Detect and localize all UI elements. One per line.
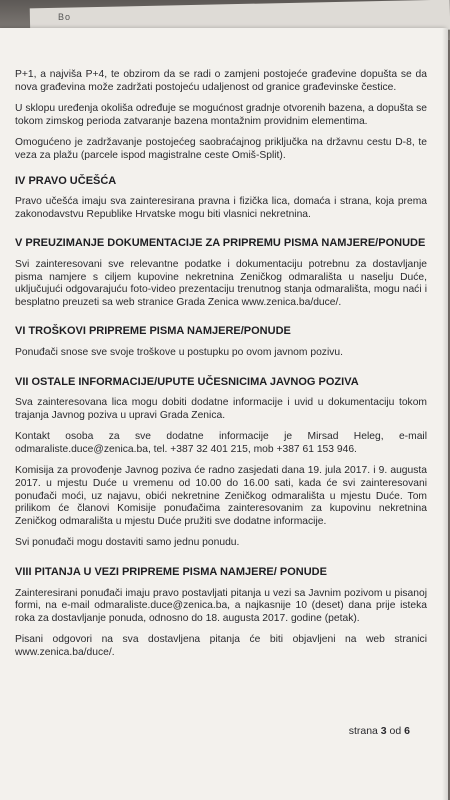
section-heading-viii: VIII PITANJA U VEZI PRIPREME PISMA NAMJERE/ PONUDE	[15, 566, 327, 579]
paragraph-documentation: Svi zainteresovani sve relevantne podatke i dokumentaciju potrebnu za dostavljanje pisma namjere s ciljem kupovine nekretnina Zeničkog odmarališta u naselju Duće, uključujući odgovarajuću foto-video prezentaciju trenutnog stanja odmarališta, mogu naći i besplatno preuzeti sa web stranice Grada Zenica www.zenica.ba/duce/.	[15, 258, 427, 308]
paragraph-costs: Ponuđači snose sve svoje troškove u postupku po ovom javnom pozivu.	[15, 346, 343, 358]
document-body	[15, 69, 427, 669]
section-heading-vi: VI TROŠKOVI PRIPREME PISMA NAMJERE/PONUDE	[15, 325, 291, 338]
section-heading-vii: VII OSTALE INFORMACIJE/UPUTE UČESNICIMA JAVNOG POZIVA	[15, 375, 359, 388]
paragraph-information: Sva zainteresovana lica mogu dobiti dodatne informacije i uvid u dokumentaciju tokom trajanja Javnog poziva u upravi Grada Zenica.	[15, 397, 427, 421]
paragraph-commission: Komisija za provođenje Javnog poziva će radno zasjedati dana 19. jula 2017. i 9. augusta 2017. u mjestu Duće u vremenu od 10.00 do 16.00 sati, kada će svi zainteresovani ponuđači moći, uz najavu, obići nekretnine Zeničkog odmarališta u mjestu Duće. Tom prilikom će članovi Komisije ponuđačima zainteresovanim za kupovinu nekretnina Zeničkog odmarališta u mjestu Duće pružiti sve dodatne informacije.	[15, 465, 427, 527]
underlying-page-text: Bo	[58, 12, 72, 22]
page-number	[349, 725, 410, 737]
section-heading-iv: IV PRAVO UČEŠĆA	[15, 174, 117, 187]
page-number-current: 3	[380, 725, 387, 737]
page-number-middle: od	[386, 725, 405, 737]
section-heading-v: V PREUZIMANJE DOKUMENTACIJE ZA PRIPREMU PISMA NAMJERE/PONUDE	[15, 237, 426, 250]
paragraph-answers: Pisani odgovori na sva dostavljena pitanja će biti objavljeni na web stranici www.zenica.ba/duce/.	[15, 634, 427, 658]
paragraph-participation: Pravo učešća imaju sva zainteresirana pravna i fizička lica, domaća i strana, koja prema zakonodavstvu Republike Hrvatske mogu biti vlasnici nekretnina.	[15, 196, 427, 220]
paragraph-single-offer: Svi ponuđači mogu dostaviti samo jednu ponudu.	[15, 537, 240, 549]
paragraph-building-height: P+1, a najviša P+4, te obzirom da se radi o zamjeni postojeće građevine dopušta se da nova građevina može zadržati postojeću udaljenost od granice građevinske čestice.	[15, 69, 427, 93]
page-number-total: 6	[404, 725, 410, 737]
paragraph-questions: Zainteresirani ponuđači imaju pravo postavljati pitanja u vezi sa Javnim pozivom u pisanoj formi, na e-mail odmaraliste.duce@zenica.ba, a najkasnije 10 (deset) dana prije isteka roka za dostavljanje ponuda, odnosno do 18. augusta 2017. godine (petak).	[15, 587, 427, 624]
document-page	[0, 28, 448, 800]
paragraph-road-access: Omogućeno je zadržavanje postojećeg saobraćajnog priključka na državnu cestu D-8, te veza za plažu (parcele ispod magistralne ceste Omiš-Split).	[15, 137, 427, 161]
page-number-prefix: strana	[348, 725, 381, 737]
paragraph-pools: U sklopu uređenja okoliša određuje se mogućnost gradnje otvorenih bazena, a dopušta se tokom zimskog perioda zatvaranje bazena montažnim providnim elementima.	[15, 103, 427, 127]
paragraph-contact: Kontakt osoba za sve dodatne informacije je Mirsad Heleg, e-mail odmaraliste.duce@zenica.ba, tel. +387 32 401 215, mob +387 61 153 946.	[15, 431, 427, 455]
